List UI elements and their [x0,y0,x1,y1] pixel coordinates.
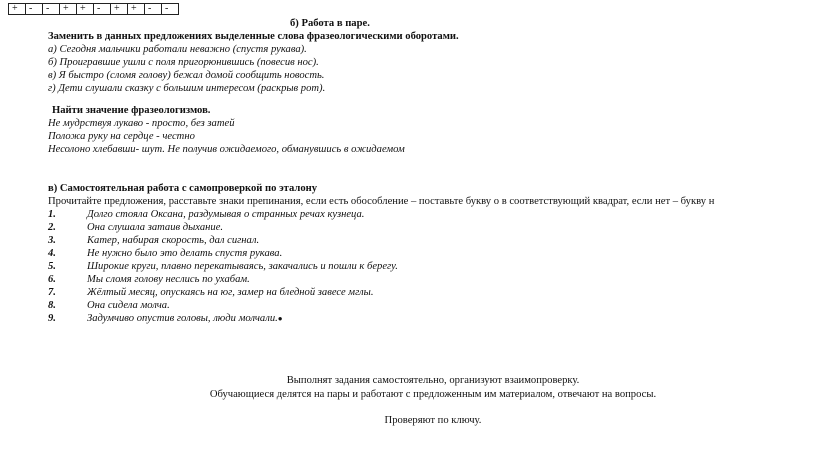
section-v-title: в) Самостоятельная работа с самопроверкой по эталону [48,183,318,194]
meaning-item: Несолоно хлебавши- шут. Не получив ожидаемого, обманувшись в ожидаемом [48,144,405,155]
section-v-instruction: Прочитайте предложения, расставьте знаки препинания, если есть обособление – поставьте букву о в соответствующий квадрат, если нет – букву н [48,196,715,207]
exercise-item: 8. Она сидела молча. [48,300,170,311]
answer-cell: + [111,4,128,15]
exercise-item: 9. Задумчиво опустив головы, люди молчали.● [48,313,283,324]
exercise-item: 5. Широкие круги, плавно перекатываясь, закачались и пошли к берегу. [48,261,398,272]
answer-cell: + [60,4,77,15]
section-b-title: б) Работа в паре. [290,18,370,29]
answer-cell: - [43,4,60,15]
exercise-item: 3. Катер, набирая скорость, дал сигнал. [48,235,260,246]
answer-cell: - [26,4,43,15]
section-b-item: в) Я быстро (сломя голову) бежал домой сообщить новость. [48,70,325,81]
answer-cell: - [145,4,162,15]
meaning-item: Положа руку на сердце - честно [48,131,195,142]
section-b-item: а) Сегодня мальчики работали неважно (спустя рукава). [48,44,307,55]
section-b-task: Заменить в данных предложениях выделенные слова фразеологическими оборотами. [48,31,459,42]
footer-line-3: Проверяют по ключу. [384,415,482,426]
answer-cell: + [9,4,26,15]
section-b-item: б) Проигравшие ушли с поля пригорюнившись (повесив нос). [48,57,319,68]
answer-key-table [8,3,179,15]
exercise-item: 4. Не нужно было это делать спустя рукава. [48,248,283,259]
answer-cell: - [162,4,179,15]
meanings-title: Найти значение фразеологизмов. [52,105,211,116]
section-v [48,182,714,325]
section-b [48,30,459,95]
bullet-icon: ● [277,314,283,323]
exercise-item: 2. Она слушала затаив дыхание. [48,222,224,233]
section-b-item: г) Дети слушали сказку с большим интересом (раскрыв рот). [48,83,326,94]
meaning-item: Не мудрствуя лукаво - просто, без затей [48,118,235,129]
footer-line-2: Обучающиеся делятся на пары и работают с предложенным им материалом, отвечают на вопросы. [209,389,657,400]
exercise-item: 6. Мы сломя голову неслись по ухабам. [48,274,250,285]
answer-cell: + [128,4,145,15]
answer-cell: - [94,4,111,15]
exercise-item: 7. Жёлтый месяц, опускаясь на юг, замер на бледной завесе мглы. [48,287,374,298]
answer-cell: + [77,4,94,15]
footer-line-1: Выполнят задания самостоятельно, организуют взаимопроверку. [286,375,580,386]
meanings-section [48,104,405,156]
exercise-item: 1. Долго стояла Оксана, раздумывая о странных речах кузнеца. [48,209,365,220]
